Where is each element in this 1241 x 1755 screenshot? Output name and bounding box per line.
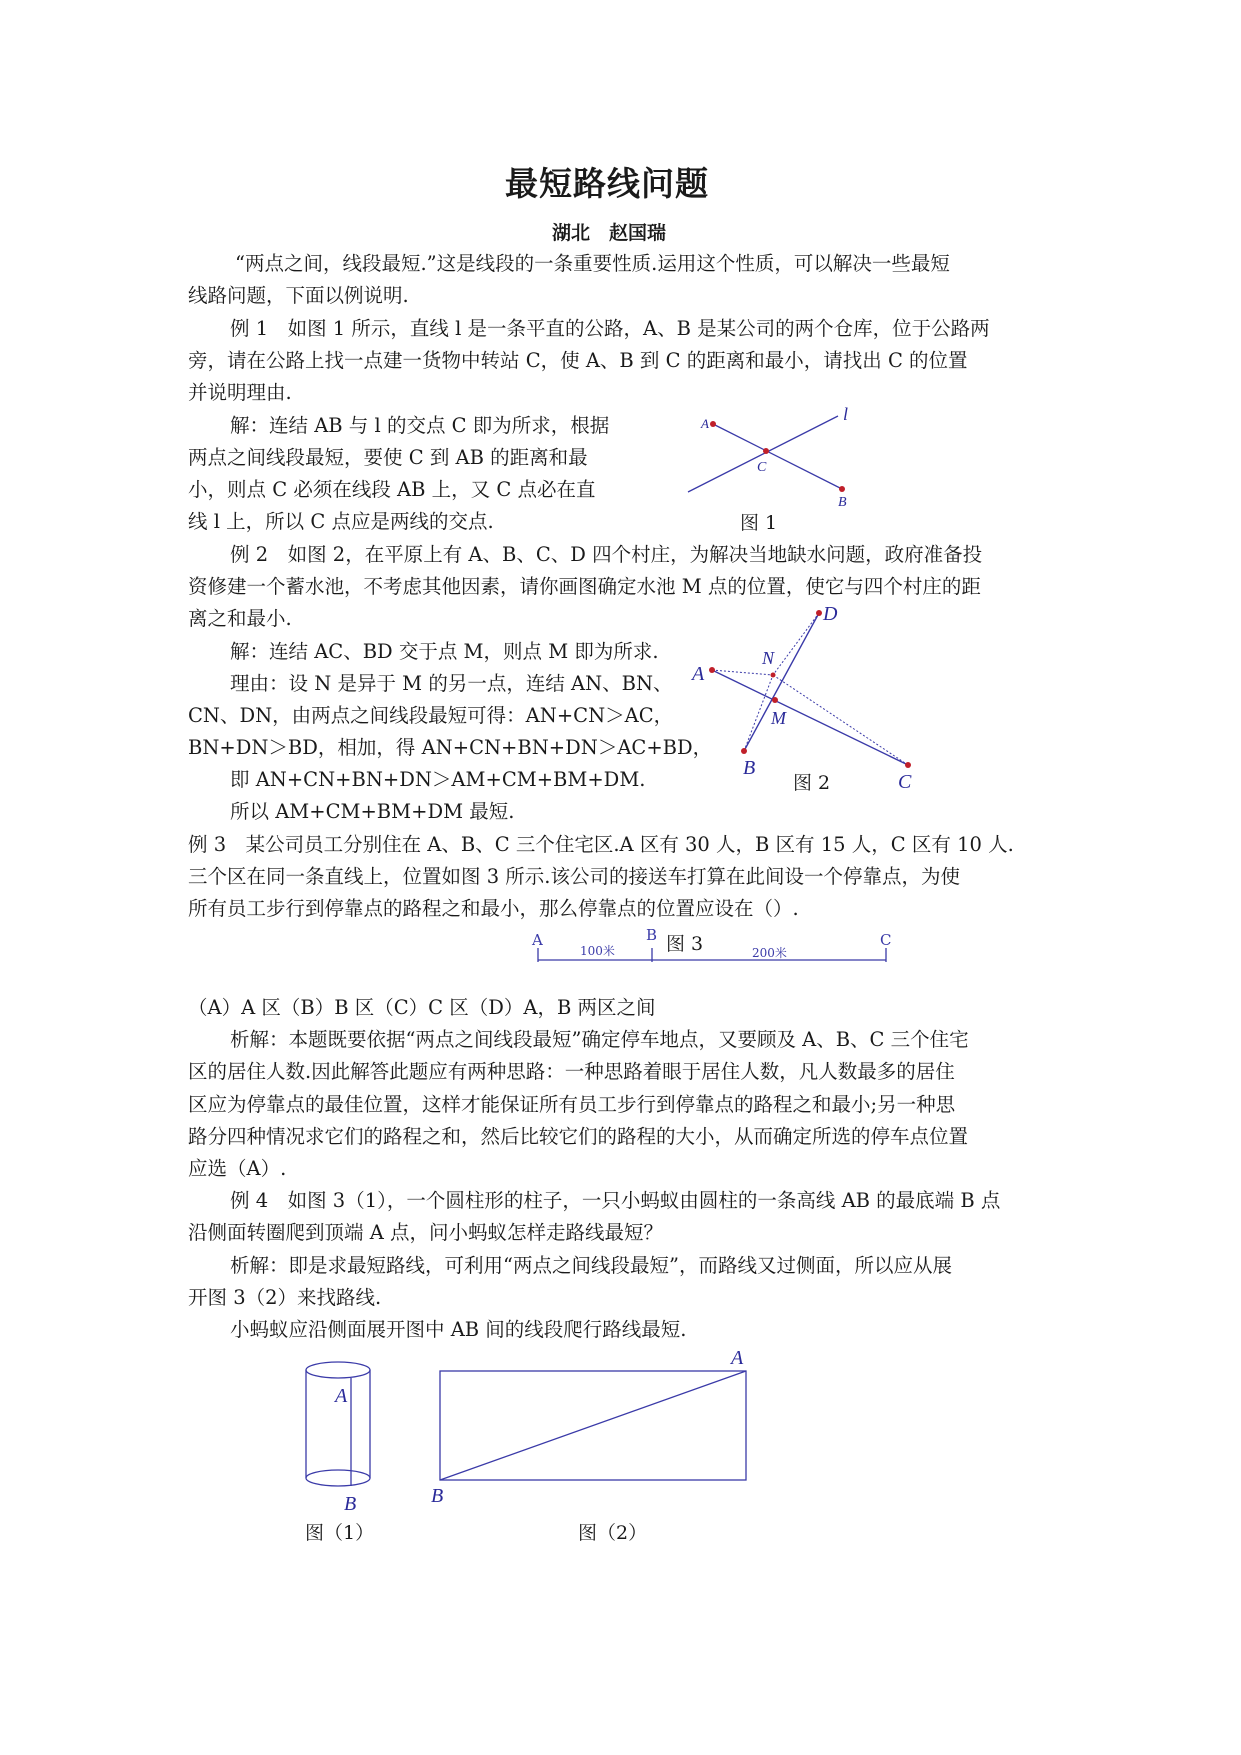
ex2-line-2: 资修建一个蓄水池，不考虑其他因素，请你画图确定水池 M 点的位置，使它与四个村庄的距 — [188, 575, 981, 598]
fig-unrolled-label-a: A — [731, 1347, 744, 1369]
fig1-label-b: B — [838, 495, 847, 510]
ex4-line-1: 例 4 如图 3（1），一个圆柱形的柱子，一只小蚂蚁由圆柱的一条高线 AB 的最底端 B 点 — [230, 1189, 1001, 1212]
fig1-label-a: A — [701, 416, 709, 431]
intro-line-2: 线路问题，下面以例说明. — [188, 284, 409, 307]
ex2-solution-4: BN+DN＞BD，相加，得 AN+CN+BN+DN＞AC+BD， — [188, 736, 713, 759]
ex1-solution-2: 两点之间线段最短，要使 C 到 AB 的距离和最 — [188, 446, 588, 469]
ex3-analysis-2: 区的居住人数.因此解答此题应有两种思路：一种思路着眼于居住人数，凡人数最多的居住 — [188, 1060, 955, 1083]
ex2-solution-1: 解：连结 AC、BD 交于点 M，则点 M 即为所求. — [230, 640, 659, 663]
ex4-analysis-2: 开图 3（2）来找路线. — [188, 1286, 382, 1309]
ex2-line-1: 例 2 如图 2，在平原上有 A、B、C、D 四个村庄，为解决当地缺水问题，政府准备投 — [230, 543, 983, 566]
fig1-caption: 图 1 — [740, 512, 778, 534]
ex4-line-2: 沿侧面转圈爬到顶端 A 点，问小蚂蚁怎样走路线最短？ — [188, 1221, 663, 1244]
ex1-solution-1: 解：连结 AB 与 l 的交点 C 即为所求，根据 — [230, 414, 610, 437]
unrolled-path-ab — [440, 1371, 746, 1480]
fig2-label-b: B — [743, 757, 756, 779]
fig2-label-d: D — [823, 603, 838, 625]
fig3-caption: 图 3 — [666, 933, 704, 955]
ex3-line-2: 三个区在同一条直线上，位置如图 3 所示.该公司的接送车打算在此间设一个停靠点，为使 — [188, 865, 961, 888]
ex1-line-2: 旁，请在公路上找一点建一货物中转站 C，使 A、B 到 C 的距离和最小，请找出 C 的位置 — [188, 349, 968, 372]
fig2-caption: 图 2 — [793, 772, 831, 794]
fig2-label-a: A — [692, 663, 705, 685]
fig-cylinder-caption: 图（1） — [305, 1522, 375, 1544]
ex3-line-1: 例 3 某公司员工分别住在 A、B、C 三个住宅区.A 区有 30 人，B 区有 15 人，C 区有 10 人. — [188, 833, 1014, 856]
ex3-analysis-5: 应选（A）. — [188, 1157, 287, 1180]
intro-line-1: “两点之间，线段最短.”这是线段的一条重要性质.运用这个性质，可以解决一些最短 — [235, 252, 950, 275]
ex2-solution-3: CN、DN，由两点之间线段最短可得：AN+CN＞AC， — [188, 704, 674, 727]
fig-cylinder-label-a: A — [335, 1385, 348, 1407]
page-title: 最短路线问题 — [505, 164, 709, 203]
ex1-solution-3: 小，则点 C 必须在线段 AB 上，又 C 点必在直 — [188, 478, 596, 501]
ex4-analysis-1: 析解：即是求最短路线，可利用“两点之间线段最短”，而路线又过侧面，所以应从展 — [230, 1254, 952, 1277]
ex3-analysis-3: 区应为停靠点的最佳位置，这样才能保证所有员工步行到停靠点的路程之和最小;另一种思 — [188, 1093, 956, 1116]
fig3-label-b: B — [646, 926, 658, 944]
fig-cylinder-label-b: B — [344, 1493, 357, 1515]
author: 湖北 赵国瑞 — [552, 222, 667, 244]
fig3-distance-bc: 200米 — [752, 946, 787, 960]
fig3-label-c: C — [880, 931, 892, 949]
ex2-solution-5: 即 AN+CN+BN+DN＞AM+CM+BM+DM. — [230, 768, 646, 791]
ex1-line-3: 并说明理由. — [188, 381, 292, 404]
fig2-label-m: M — [771, 708, 786, 728]
fig1-label-c: C — [757, 460, 767, 475]
ex2-line-3: 离之和最小. — [188, 607, 292, 630]
fig2-label-c: C — [898, 771, 912, 793]
fig2-label-n: N — [762, 648, 775, 668]
ex2-solution-2: 理由：设 N 是异于 M 的另一点，连结 AN、BN、 — [230, 672, 673, 695]
ex3-analysis-1: 析解：本题既要依据“两点之间线段最短”确定停车地点，又要顾及 A、B、C 三个住宅 — [230, 1028, 969, 1051]
ex3-line-3: 所有员工步行到停靠点的路程之和最小，那么停靠点的位置应设在（）. — [188, 897, 799, 920]
fig1-label-l: l — [843, 404, 849, 424]
ex1-solution-4: 线 l 上，所以 C 点应是两线的交点. — [188, 510, 494, 533]
ex1-line-1: 例 1 如图 1 所示，直线 l 是一条平直的公路，A、B 是某公司的两个仓库，位于公路两 — [230, 317, 990, 340]
ex2-solution-6: 所以 AM+CM+BM+DM 最短. — [230, 800, 515, 823]
fig3-label-a: A — [532, 931, 543, 949]
fig-unrolled-caption: 图（2） — [578, 1522, 648, 1544]
ex3-options: （A）A 区（B）B 区（C）C 区（D）A，B 两区之间 — [188, 996, 656, 1019]
fig3-distance-ab: 100米 — [580, 944, 615, 958]
ex3-analysis-4: 路分四种情况求它们的路程之和，然后比较它们的路程的大小，从而确定所选的停车点位置 — [188, 1125, 969, 1148]
fig-unrolled-label-b: B — [431, 1485, 444, 1507]
ex4-answer: 小蚂蚁应沿侧面展开图中 AB 间的线段爬行路线最短. — [230, 1318, 687, 1341]
